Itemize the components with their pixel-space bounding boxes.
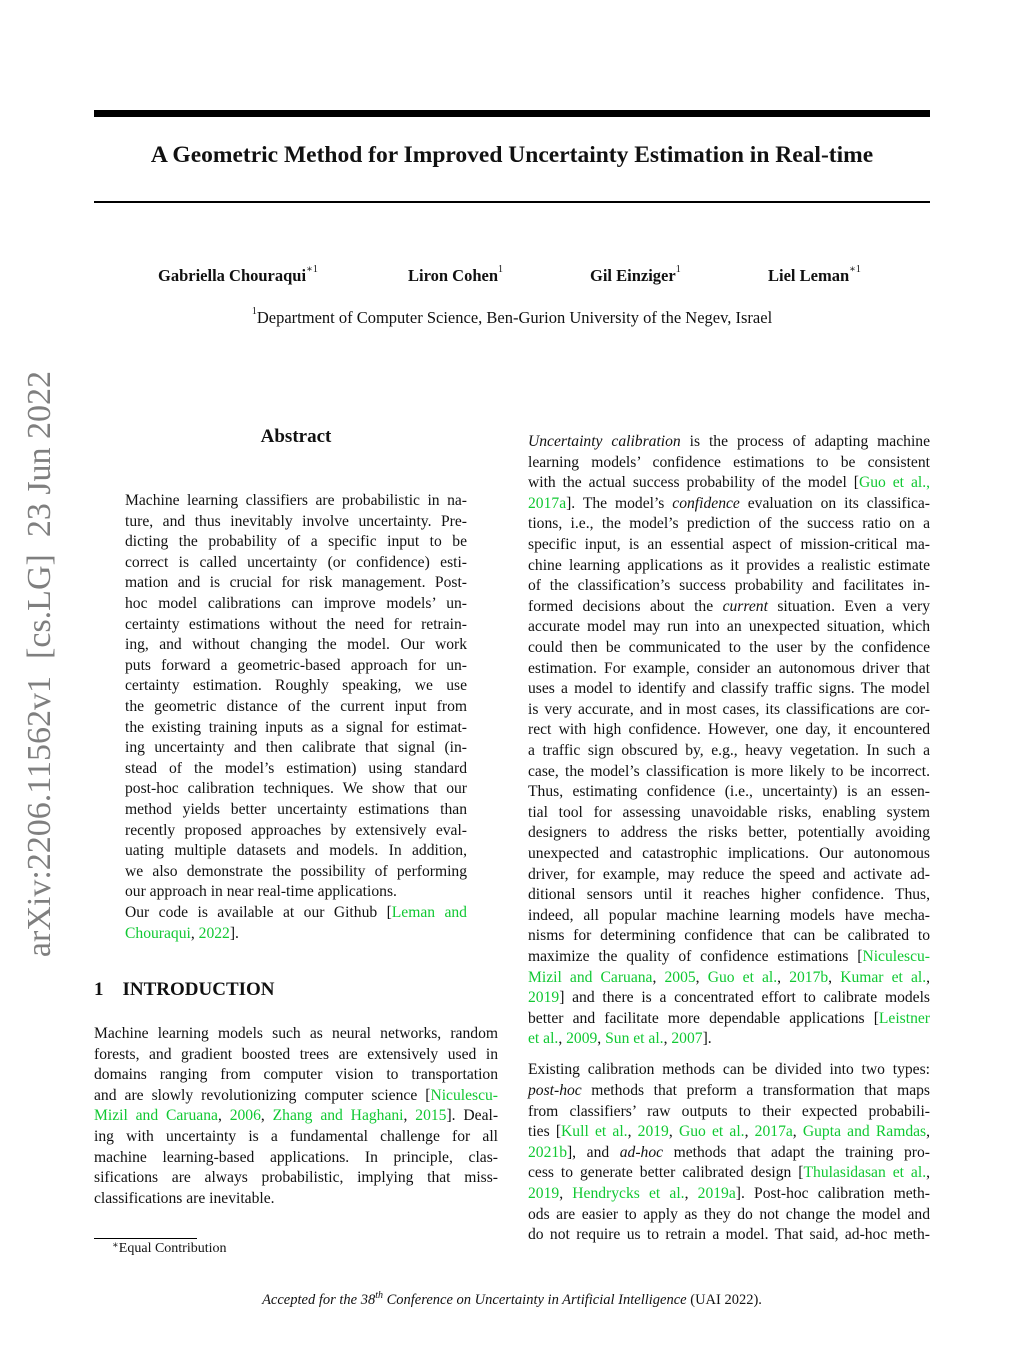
citation-link[interactable]: 2019a: [697, 1185, 736, 1202]
text-segment: sifications are always probabilistic, implying that miss-: [94, 1169, 498, 1187]
author-name: Liron Cohen: [408, 266, 499, 285]
citation-link[interactable]: 2015: [415, 1107, 447, 1125]
citation-link[interactable]: Kumar et al.: [840, 968, 927, 986]
text-segment: ,: [926, 968, 931, 986]
text-segment: the existing training inputs as a signal for estimat-: [125, 718, 467, 736]
text-line: [94, 1065, 498, 1085]
text-line: [528, 1009, 930, 1029]
text-segment: maximize the quality of confidence estimations [: [528, 948, 863, 965]
text-line: [528, 926, 930, 946]
text-line: [125, 676, 467, 696]
citation-link[interactable]: 2006: [229, 1107, 261, 1125]
text-segment: ]. Deal-: [446, 1107, 499, 1125]
text-segment: Machine learning models such as neural networks, random: [94, 1025, 498, 1042]
text-line: [125, 841, 467, 861]
text-line: [125, 656, 467, 676]
text-segment: estimation. For example, consider an autonomous driver that: [528, 659, 930, 677]
text-segment: Machine learning classifiers are probabilistic in na-: [125, 492, 467, 509]
text-line: [528, 865, 930, 885]
text-line: [528, 659, 930, 679]
citation-link[interactable]: 2017b: [789, 968, 829, 986]
text-line: [528, 432, 930, 452]
text-line: [94, 1045, 498, 1065]
title-bottom-rule: [94, 201, 930, 203]
affiliation-mark: 1: [251, 306, 257, 317]
text-segment: a traffic sign obscured by, e.g., heavy vegetation. In such a: [528, 742, 930, 759]
text-line: [125, 594, 467, 614]
text-segment: domains ranging from computer vision to transportation: [94, 1066, 498, 1084]
text-line: [125, 882, 467, 902]
text-line: [528, 968, 930, 988]
author-mark: 1: [498, 264, 504, 275]
text-segment: with the actual success probability of the model [: [528, 474, 859, 492]
text-line: [125, 491, 467, 511]
text-line: [528, 906, 930, 926]
text-segment: ,: [190, 924, 199, 942]
text-line: [528, 1143, 930, 1163]
text-segment: ,: [828, 968, 841, 986]
text-segment: indeed, all popular machine learning models have mecha-: [528, 906, 930, 924]
text-segment: chine learning applications as it provides a realistic estimate: [528, 556, 930, 574]
text-segment: uating multiple datasets and models. In addition,: [125, 842, 467, 860]
affiliation-text: Department of Computer Science, Ben-Gurion University of the Negev, Israel: [256, 308, 773, 327]
text-segment: ,: [695, 968, 708, 986]
text-line: [528, 844, 930, 864]
citation-link[interactable]: Mizil and Caruana: [528, 968, 653, 986]
text-line: [528, 514, 930, 534]
author: [408, 266, 503, 286]
text-segment: methods that preform a transformation that maps: [581, 1082, 930, 1099]
text-line: [528, 556, 930, 576]
text-line: [528, 1163, 930, 1183]
text-segment: ,: [558, 1030, 567, 1048]
text-segment: learning models’ confidence estimations to be consistent: [528, 453, 930, 471]
citation-link[interactable]: Thulasidasan et al.: [803, 1164, 927, 1182]
text-segment: method yields better uncertainty estimations than: [125, 801, 467, 818]
text-line: [528, 700, 930, 720]
text-line: [125, 924, 467, 944]
text-segment: Existing calibration methods can be divided into two types:: [528, 1061, 930, 1079]
text-segment: ,: [403, 1107, 416, 1125]
emphasis-text: ad-hoc: [619, 1143, 664, 1161]
text-segment: accurate model may run into an unexpected situation, which: [528, 618, 930, 636]
text-line: [528, 617, 930, 637]
text-segment: classifications are inevitable.: [94, 1189, 275, 1207]
text-line: [528, 1081, 930, 1101]
text-line: [528, 1060, 930, 1080]
citation-link[interactable]: 2022: [198, 924, 230, 942]
text-line: [528, 1184, 930, 1204]
text-segment: ,: [744, 1123, 755, 1141]
text-line: [94, 1168, 498, 1188]
text-segment: puts forward a geometric-based approach for un-: [125, 656, 467, 674]
text-segment: formed decisions about the: [528, 597, 723, 615]
citation-link[interactable]: Mizil and Caruana: [94, 1107, 218, 1125]
text-segment: post-hoc calibration techniques. We show that our: [125, 780, 467, 798]
emphasis-text: confidence: [672, 494, 740, 512]
text-segment: certainty estimations without the need for retrain-: [125, 615, 467, 633]
footer-venue: Conference on Uncertainty in Artificial Intelligence: [382, 1292, 687, 1308]
citation-link[interactable]: Kull et al.: [561, 1123, 628, 1141]
text-segment: is the process of adapting machine: [680, 433, 930, 450]
text-segment: mation and is crucial for risk management. Post-: [125, 574, 467, 592]
text-line: [528, 1205, 930, 1225]
text-line: [528, 576, 930, 596]
text-line: [125, 553, 467, 573]
text-segment: rect with high confidence. However, one day, it encountered: [528, 721, 930, 739]
text-line: [528, 741, 930, 761]
text-segment: Our code is available at our Github [: [125, 904, 392, 921]
text-segment: hoc model calibrations can improve models’ un-: [125, 595, 467, 612]
text-line: [94, 1127, 498, 1147]
author-mark: ∗1: [306, 264, 318, 275]
text-segment: ,: [926, 1164, 930, 1182]
text-line: [94, 1148, 498, 1168]
author-name: Liel Leman: [768, 266, 850, 285]
author-mark: 1: [675, 264, 681, 275]
emphasis-text: current: [722, 597, 768, 615]
text-line: [125, 635, 467, 655]
text-segment: better and facilitate more dependable applications [: [528, 1009, 879, 1027]
text-segment: methods that adapt the training pro-: [663, 1143, 930, 1161]
footnote-rule: [94, 1238, 197, 1239]
text-line: [125, 718, 467, 738]
text-line: [125, 512, 467, 532]
text-line: [528, 803, 930, 823]
text-segment: and are slowly revolutionizing computer science [: [94, 1086, 431, 1104]
citation-link[interactable]: 2007: [671, 1030, 703, 1048]
text-line: [125, 532, 467, 552]
citation-link[interactable]: 2019: [637, 1123, 669, 1141]
text-segment: ing uncertainty and then calibrate that signal (in-: [125, 739, 467, 757]
citation-link[interactable]: Guo et al.,: [858, 474, 930, 492]
text-segment: driver, for example, may reduce the speed and activate ad-: [528, 865, 930, 883]
text-line: [528, 823, 930, 843]
text-segment: ,: [559, 1185, 573, 1202]
text-segment: ,: [663, 1030, 672, 1048]
emphasis-text: Uncertainty calibration: [528, 433, 681, 450]
author-mark: ∗1: [849, 264, 861, 275]
text-line: [125, 779, 467, 799]
affiliation: [94, 308, 930, 328]
text-line: [528, 988, 930, 1008]
text-segment: is very accurate, and in most cases, its classifications are cor-: [528, 700, 930, 718]
text-segment: evaluation on its classifica-: [739, 494, 930, 512]
text-segment: our approach in near real-time applications.: [125, 883, 397, 901]
text-segment: certainty estimation. Roughly speaking, we use: [125, 677, 467, 695]
footer-suffix: (UAI 2022).: [686, 1292, 762, 1308]
text-segment: we also demonstrate the possibility of performing: [125, 862, 467, 880]
text-segment: unexpected and catastrophic implications. Our autonomous: [528, 845, 930, 862]
text-segment: ods are easier to apply as they do not change the model and: [528, 1205, 930, 1223]
text-line: [125, 903, 467, 923]
text-segment: dicting the probability of a specific input to be: [125, 533, 467, 551]
citation-link[interactable]: Hendrycks et al.: [572, 1185, 685, 1202]
text-line: [528, 638, 930, 658]
text-line: [94, 1024, 498, 1044]
footnote-mark: ∗: [112, 1240, 119, 1251]
citation-link[interactable]: 2009: [566, 1030, 598, 1048]
footer-prefix: Accepted for the 38: [262, 1292, 376, 1308]
text-line: [94, 1106, 498, 1126]
author-name: Gabriella Chouraqui: [158, 266, 307, 285]
citation-link[interactable]: Guo et al.: [678, 1123, 745, 1141]
text-line: [528, 720, 930, 740]
text-segment: from classifiers’ raw outputs to their expected probabili-: [528, 1102, 930, 1120]
text-segment: of the classification’s success probability and facilitates in-: [528, 577, 930, 595]
text-segment: ties [: [528, 1123, 562, 1141]
emphasis-text: post-hoc: [528, 1082, 582, 1099]
text-segment: ing, and without changing the model. Our work: [125, 636, 467, 654]
text-line: [528, 679, 930, 699]
author: [590, 266, 681, 286]
text-segment: cess to generate better calibrated design [: [528, 1164, 804, 1182]
text-line: [528, 597, 930, 617]
text-segment: the geometric distance of the current input from: [125, 698, 467, 715]
citation-link[interactable]: Zhang and Haghani: [272, 1107, 404, 1125]
text-segment: designers to address the risks better, potentially avoiding: [528, 824, 930, 842]
text-line: [125, 738, 467, 758]
text-segment: ], and: [566, 1143, 620, 1161]
paper-title: A Geometric Method for Improved Uncertainty Estimation in Real-time: [150, 142, 874, 168]
text-segment: ].: [229, 924, 239, 942]
text-line: [528, 1102, 930, 1122]
text-line: [125, 800, 467, 820]
text-segment: ,: [777, 968, 790, 986]
text-segment: ,: [597, 1030, 606, 1048]
text-segment: do not require us to retrain a model. That said, ad-hoc meth-: [528, 1226, 930, 1244]
text-segment: ture, and thus inevitably involve uncertainty. Pre-: [125, 512, 467, 530]
text-line: [125, 862, 467, 882]
text-segment: correct is called uncertainty (or confidence) esti-: [125, 553, 467, 571]
text-segment: ,: [217, 1107, 230, 1125]
text-line: [528, 1225, 930, 1245]
text-segment: ,: [926, 1123, 931, 1141]
text-line: [94, 1189, 498, 1209]
text-segment: ] and there is a concentrated effort to calibrate models: [559, 989, 930, 1007]
citation-link[interactable]: Niculescu-: [430, 1086, 498, 1104]
text-line: [528, 535, 930, 555]
text-segment: nisms for determining confidence that can be calibrated to: [528, 927, 930, 945]
citation-link[interactable]: Chouraqui: [125, 924, 191, 942]
author-name: Gil Einziger: [590, 266, 676, 285]
text-line: [125, 615, 467, 635]
text-line: [528, 782, 930, 802]
text-line: [528, 473, 930, 493]
text-segment: ,: [792, 1123, 803, 1141]
text-segment: ,: [627, 1123, 638, 1141]
text-segment: Thus, estimating confidence (i.e., uncertainty) is an essen-: [528, 783, 930, 801]
text-segment: ,: [684, 1185, 698, 1202]
title-top-rule: [94, 110, 930, 117]
text-segment: ]. Post-hoc calibration meth-: [735, 1185, 931, 1202]
text-line: [528, 494, 930, 514]
citation-link[interactable]: 2019: [528, 989, 560, 1007]
citation-link[interactable]: Leistner: [878, 1009, 930, 1027]
text-segment: case, the model’s classification is more likely to be incorrect.: [528, 762, 930, 780]
text-segment: tions, i.e., the model’s prediction of the success ratio on a: [528, 515, 930, 533]
abstract-heading: Abstract: [260, 426, 332, 447]
text-segment: ,: [652, 968, 665, 986]
citation-link[interactable]: Guo et al.: [707, 968, 778, 986]
author: [768, 266, 861, 286]
arxiv-stamp: arXiv:2206.11562v1 [cs.LG] 23 Jun 2022: [21, 370, 58, 958]
text-segment: ]. The model’s: [566, 494, 673, 512]
text-segment: uses a model to identify and classify traffic signs. The model: [528, 680, 930, 698]
text-segment: specific input, is an essential aspect of mission-critical ma-: [528, 536, 930, 553]
text-line: [125, 821, 467, 841]
citation-link[interactable]: Sun et al.: [605, 1030, 664, 1048]
citation-link[interactable]: Gupta and Ramdas: [802, 1123, 927, 1141]
text-line: [528, 1122, 930, 1142]
text-segment: ].: [702, 1030, 712, 1048]
footer-sup: th: [375, 1290, 383, 1301]
text-line: [528, 453, 930, 473]
citation-link[interactable]: 2021b: [528, 1143, 567, 1161]
citation-link[interactable]: 2017a: [528, 494, 567, 512]
text-segment: ,: [260, 1107, 273, 1125]
introduction-heading: 1 INTRODUCTION: [94, 979, 275, 1000]
text-segment: forests, and gradient boosted trees are extensively used in: [94, 1045, 498, 1063]
citation-link[interactable]: 2019: [528, 1185, 560, 1202]
venue-footer: [94, 1292, 930, 1309]
citation-link[interactable]: 2005: [664, 968, 696, 986]
text-segment: tial tool for assessing unavoidable risks, enabling system: [528, 803, 930, 821]
text-line: [125, 759, 467, 779]
citation-link[interactable]: Niculescu-: [862, 948, 930, 965]
text-segment: could then be communicated to the user by the confidence: [528, 639, 930, 656]
citation-link[interactable]: Leman and: [391, 904, 467, 921]
text-segment: situation. Even a very: [767, 597, 930, 615]
text-line: [125, 697, 467, 717]
text-segment: ditional sensors until it reaches higher confidence. Thus,: [528, 886, 930, 904]
footnote: [112, 1241, 227, 1257]
citation-link[interactable]: 2017a: [754, 1123, 793, 1141]
text-segment: stead of the model’s estimation) using standard: [125, 759, 467, 777]
text-line: [528, 1029, 930, 1049]
text-segment: machine learning-based applications. In principle, clas-: [94, 1148, 498, 1166]
footnote-text: Equal Contribution: [118, 1241, 227, 1256]
text-segment: ,: [668, 1123, 679, 1141]
text-line: [528, 885, 930, 905]
text-segment: recently proposed approaches by extensively eval-: [125, 821, 467, 839]
citation-link[interactable]: et al.: [528, 1030, 559, 1048]
text-line: [125, 573, 467, 593]
text-segment: ing with uncertainty is a fundamental challenge for all: [94, 1128, 498, 1145]
text-line: [94, 1086, 498, 1106]
text-line: [528, 947, 930, 967]
author: [158, 266, 318, 286]
text-line: [528, 762, 930, 782]
